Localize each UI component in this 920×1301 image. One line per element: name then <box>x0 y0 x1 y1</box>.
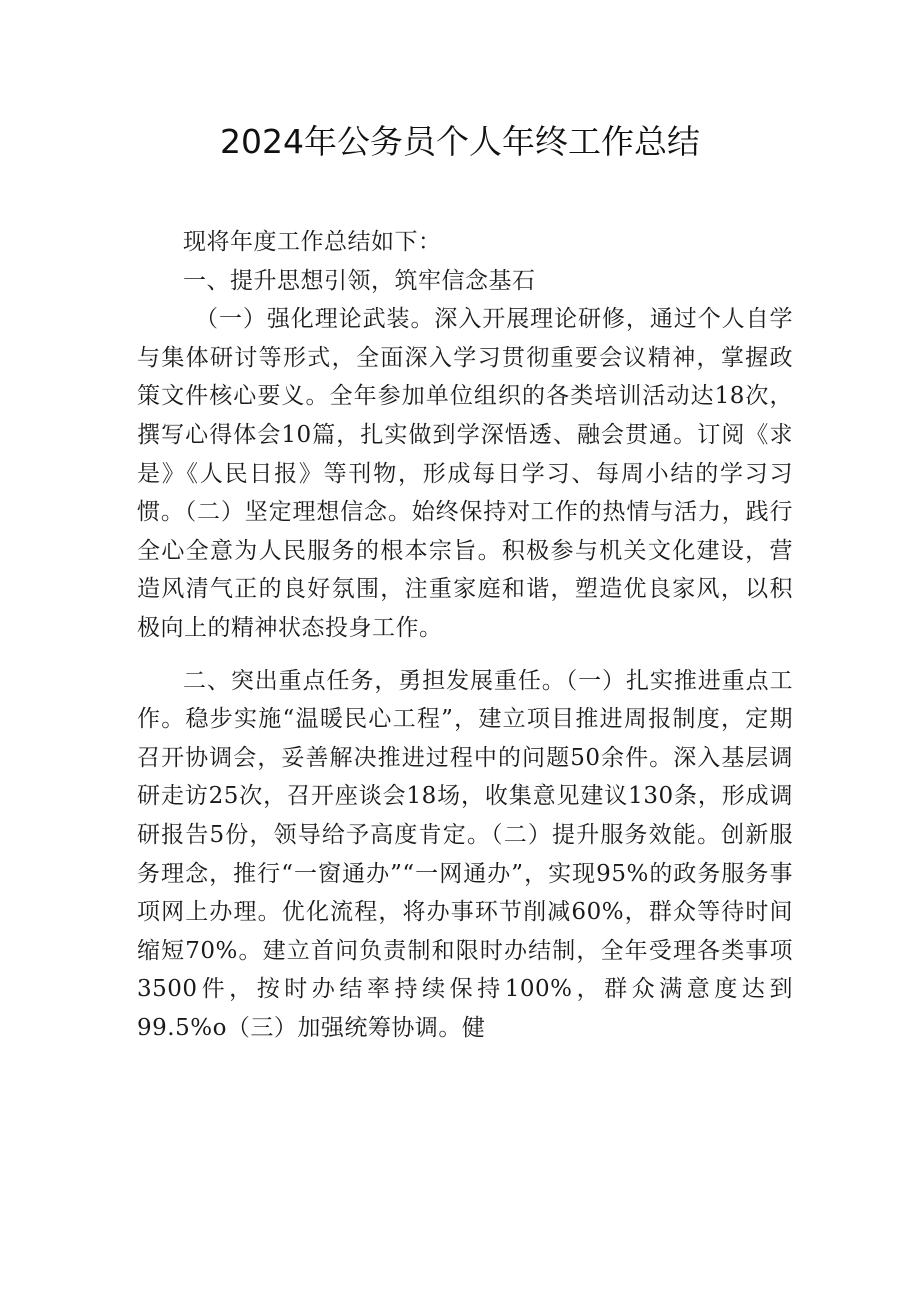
paragraph-gap <box>137 648 793 662</box>
paragraph-section-one: （一）强化理论武装。深入开展理论研修，通过个人自学与集体研讨等形式，全面深入学习贯彻重要会议精神，掌握政策文件核心要义。全年参加单位组织的各类培训活动达18次，撰写心得体会10篇，扎实做到学深悟透、融会贯通。订阅《求是》《人民日报》等刊物，形成每日学习、每周小结的学习习惯。（二）坚定理想信念。始终保持对工作的热情与活力，践行全心全意为人民服务的根本宗旨。积极参与机关文化建设，营造风清气正的良好氛围，注重家庭和谐，塑造优良家风，以积极向上的精神状态投身工作。 <box>137 306 793 641</box>
heading-section-one: 一、提升思想引领，筑牢信念基石 <box>183 267 536 294</box>
document-title: 2024年公务员个人年终工作总结 <box>220 122 700 161</box>
paragraph-section-two: 二、突出重点任务，勇担发展重任。（一）扎实推进重点工作。稳步实施“温暖民心工程”，建立项目推进周报制度，定期召开协调会，妥善解决推进过程中的问题50余件。深入基层调研走访25次，召开座谈会18场，收集意见建议130条，形成调研报告5份，领导给予高度肯定。（二）提升服务效能。创新服务理念，推行“一窗通办”“一网通办”，实现95%的政务服务事项网上办理。优化流程，将办事环节削减60%，群众等待时间缩短70%。建立首问负责制和限时办结制，全年受理各类事项3500件，按时办结率持续保持100%，群众满意度达到99.5%o（三）加强统筹协调。健 <box>137 667 793 1041</box>
document-body <box>137 223 793 1047</box>
paragraph-intro: 现将年度工作总结如下： <box>183 229 442 255</box>
